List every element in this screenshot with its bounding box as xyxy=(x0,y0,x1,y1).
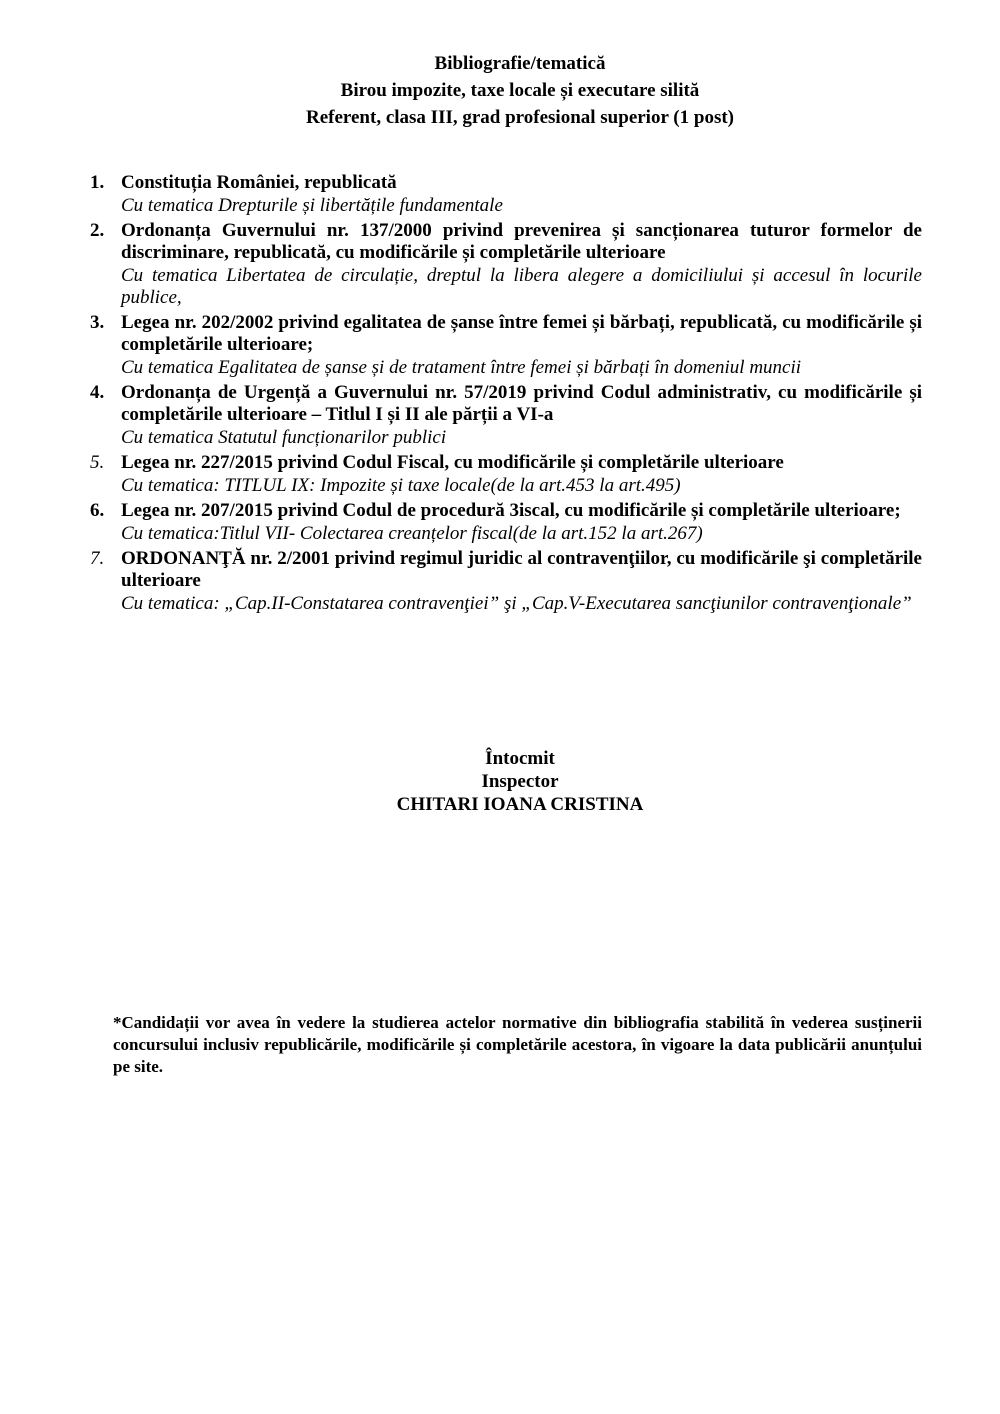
bibliography-list xyxy=(90,172,922,615)
list-item xyxy=(90,172,922,217)
item-content xyxy=(121,220,922,309)
list-item xyxy=(90,452,922,497)
header-title: Bibliografie/tematică xyxy=(434,53,606,74)
item-number: 6. xyxy=(90,500,105,521)
item-title: Constituția României, republicată xyxy=(121,172,397,193)
item-number: 7. xyxy=(90,548,105,569)
item-content xyxy=(121,382,922,449)
item-number: 1. xyxy=(90,172,105,193)
item-content xyxy=(121,548,922,615)
header-department: Birou impozite, taxe locale și executare silită xyxy=(340,80,700,101)
item-content xyxy=(121,312,922,379)
list-item xyxy=(90,382,922,449)
item-theme: Cu tematica Statutul funcționarilor publici xyxy=(121,427,447,448)
item-theme: Cu tematica: „Cap.II-Constatarea contravenţiei” şi „Cap.V-Executarea sancţiunilor contravenţionale” xyxy=(121,593,912,614)
item-theme: Cu tematica: TITLUL IX: Impozite și taxe locale(de la art.453 la art.495) xyxy=(121,475,681,496)
item-title: Legea nr. 227/2015 privind Codul Fiscal, cu modificările și completările ulterioare xyxy=(121,452,784,473)
item-content xyxy=(121,500,922,545)
item-theme: Cu tematica Drepturile și libertățile fundamentale xyxy=(121,195,503,216)
signature-prepared-label: Întocmit xyxy=(485,748,555,769)
item-theme: Cu tematica Egalitatea de șanse și de tratament între femei și bărbați în domeniul muncii xyxy=(121,357,802,378)
doc-header xyxy=(90,50,950,131)
list-item xyxy=(90,500,922,545)
item-content xyxy=(121,452,922,497)
item-number: 2. xyxy=(90,220,105,241)
item-content xyxy=(121,172,922,217)
item-theme: Cu tematica:Titlul VII- Colectarea creanțelor fiscal(de la art.152 la art.267) xyxy=(121,523,703,544)
item-title: ORDONANŢĂ nr. 2/2001 privind regimul juridic al contravenţiilor, cu modificările şi completările ulterioare xyxy=(121,548,922,591)
signature-role: Inspector xyxy=(481,771,559,792)
list-item xyxy=(90,312,922,379)
item-title: Legea nr. 202/2002 privind egalitatea de șanse între femei și bărbați, republicată, cu modificările și completările ulterioare; xyxy=(121,312,922,355)
item-number: 4. xyxy=(90,382,105,403)
footnote-text: *Candidații vor avea în vedere la studierea actelor normative din bibliografia stabilită în vederea susținerii concursului inclusiv republicările, modificările și completările acestora, în vigoare la data publicării anunțului pe site. xyxy=(113,1013,922,1076)
signature-block xyxy=(90,747,950,816)
item-title: Ordonanța de Urgență a Guvernului nr. 57/2019 privind Codul administrativ, cu modificările și completările ulterioare – Titlul I și II ale părții a VI-a xyxy=(121,382,922,425)
list-item xyxy=(90,548,922,615)
item-title: Ordonanța Guvernului nr. 137/2000 privind prevenirea și sancționarea tuturor formelor de discriminare, republicată, cu modificările și completările ulterioare xyxy=(121,220,922,263)
header-position: Referent, clasa III, grad profesional superior (1 post) xyxy=(305,107,734,128)
item-title: Legea nr. 207/2015 privind Codul de procedură 3iscal, cu modificările și completările ulterioare; xyxy=(121,500,901,521)
item-theme: Cu tematica Libertatea de circulație, dreptul la libera alegere a domiciliului și accesul în locurile publice, xyxy=(121,265,922,308)
list-item xyxy=(90,220,922,309)
item-number: 3. xyxy=(90,312,105,333)
signature-name: CHITARI IOANA CRISTINA xyxy=(396,794,644,815)
item-number: 5. xyxy=(90,452,105,473)
